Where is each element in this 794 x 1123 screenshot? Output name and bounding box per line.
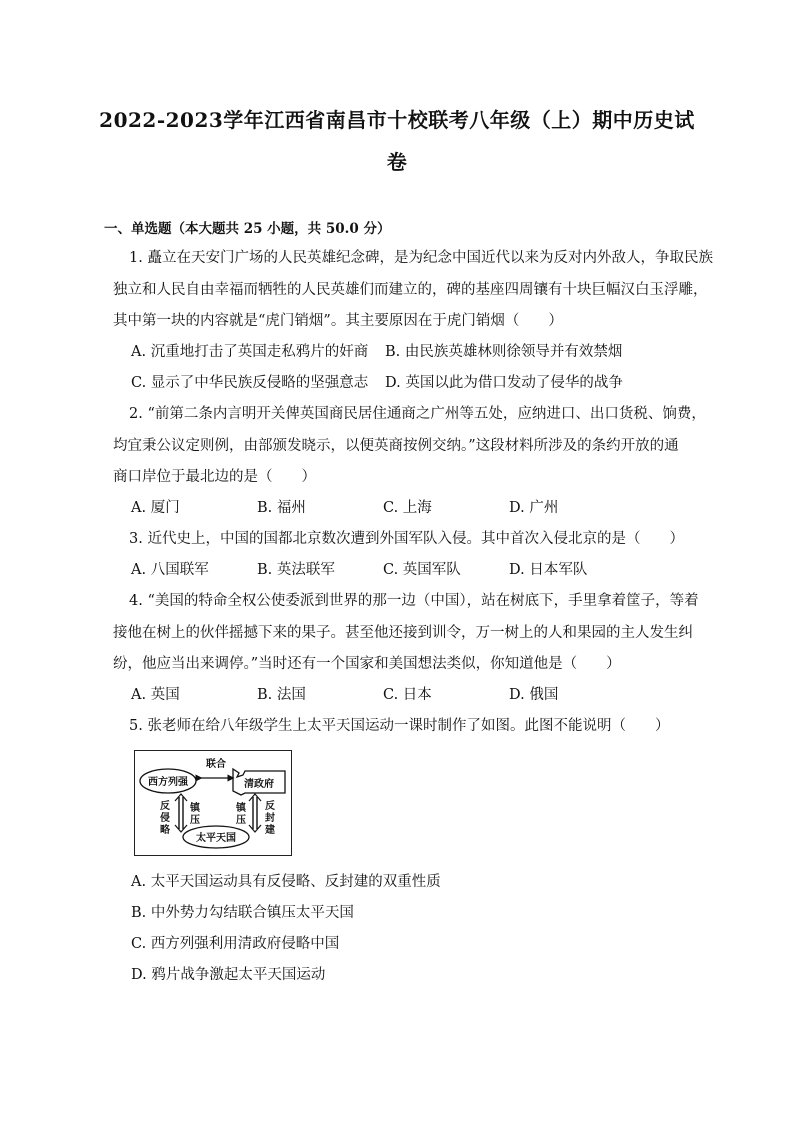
q5-option-d[interactable]: D. 鸦片战争激起太平天国运动 (131, 967, 326, 983)
q4-option-b[interactable]: B. 法国 (257, 687, 306, 703)
anti-feudal-char2: 封 (265, 813, 275, 824)
q1-line3: 其中第一块的内容就是“虎门销烟”。其主要原因在于虎门销烟（ ） (113, 313, 563, 329)
anti-feudal-char3: 建 (265, 825, 275, 836)
q5-option-c[interactable]: C. 西方列强利用清政府侵略中国 (131, 936, 340, 952)
unite-label: 联合 (206, 759, 226, 770)
q1-line1: 1. 矗立在天安门广场的人民英雄纪念碑，是为纪念中国近代以来为反对内外敌人，争取民族 (129, 250, 713, 266)
q2-option-d[interactable]: D. 广州 (509, 500, 559, 516)
q2-line3: 商口岸位于最北边的是（ ） (113, 469, 316, 485)
q2-line2: 均宜秉公议定则例，由部颁发晓示，以便英商按例交纳。”这段材料所涉及的条约开放的通 (113, 438, 679, 454)
section-heading: 一、单选题（本大题共 25 小题，共 50.0 分） (104, 221, 391, 237)
anti-invasion-char1: 反 (160, 801, 170, 812)
q1-option-d[interactable]: D. 英国以此为借口发动了侵华的战争 (385, 375, 623, 391)
q2-option-b[interactable]: B. 福州 (257, 500, 306, 516)
anti-invasion-char3: 略 (160, 825, 170, 836)
q4-option-a[interactable]: A. 英国 (131, 687, 180, 703)
q2-line1: 2. “前第二条内言明开关俾英国商民居住通商之广州等五处，应纳进口、出口货税、饷费， (129, 406, 706, 422)
anti-invasion-char2: 侵 (160, 813, 170, 824)
suppress-left-char2: 压 (190, 815, 200, 826)
q1-line2: 独立和人民自由幸福而牺牲的人民英雄们而建立的，碑的基座四周镶有十块巨幅汉白玉浮雕， (113, 282, 708, 298)
taiping-relationship-diagram (134, 750, 292, 856)
west-powers-label: 西方列强 (148, 777, 188, 788)
exam-title-line2: 卷 (386, 150, 408, 174)
q3-line1: 3. 近代史上，中国的国都北京数次遭到外国军队入侵。其中首次入侵北京的是（ ） (129, 531, 684, 547)
q1-option-c[interactable]: C. 显示了中华民族反侵略的坚强意志 (131, 375, 369, 391)
q3-option-c[interactable]: C. 英国军队 (383, 562, 461, 578)
q5-option-b[interactable]: B. 中外势力勾结联合镇压太平天国 (131, 905, 354, 921)
q2-option-c[interactable]: C. 上海 (383, 500, 432, 516)
q4-line3: 纷，他应当出来调停。”当时还有一个国家和美国想法类似，你知道他是（ ） (113, 656, 621, 672)
q4-option-d[interactable]: D. 俄国 (509, 687, 559, 703)
taiping-label: 太平天国 (196, 833, 236, 844)
suppress-right-char1: 镇 (236, 803, 246, 814)
qing-government-label: 清政府 (244, 779, 274, 790)
q3-option-d[interactable]: D. 日本军队 (509, 562, 588, 578)
q4-line1: 4. “美国的特命全权公使委派到世界的那一边（中国），站在树底下，手里拿着筐子，等着 (129, 593, 699, 609)
suppress-right-char2: 压 (236, 815, 246, 826)
q1-option-b[interactable]: B. 由民族英雄林则徐领导并有效禁烟 (385, 344, 623, 360)
q4-line2: 接他在树上的伙伴摇撼下来的果子。甚至他还接到训令，万一树上的人和果园的主人发生纠 (113, 625, 693, 641)
suppress-left-char1: 镇 (190, 803, 200, 814)
q4-option-c[interactable]: C. 日本 (383, 687, 432, 703)
q1-option-a[interactable]: A. 沉重地打击了英国走私鸦片的奸商 (131, 344, 369, 360)
anti-feudal-char1: 反 (265, 801, 275, 812)
q2-option-a[interactable]: A. 厦门 (131, 500, 180, 516)
exam-title-line1: 2022-2023学年江西省南昌市十校联考八年级（上）期中历史试 (99, 108, 695, 132)
q5-option-a[interactable]: A. 太平天国运动具有反侵略、反封建的双重性质 (131, 874, 441, 890)
q3-option-a[interactable]: A. 八国联军 (131, 562, 209, 578)
q5-line1: 5. 张老师在给八年级学生上太平天国运动一课时制作了如图。此图不能说明（ ） (129, 718, 670, 734)
diagram-svg (135, 751, 291, 855)
q3-option-b[interactable]: B. 英法联军 (257, 562, 335, 578)
